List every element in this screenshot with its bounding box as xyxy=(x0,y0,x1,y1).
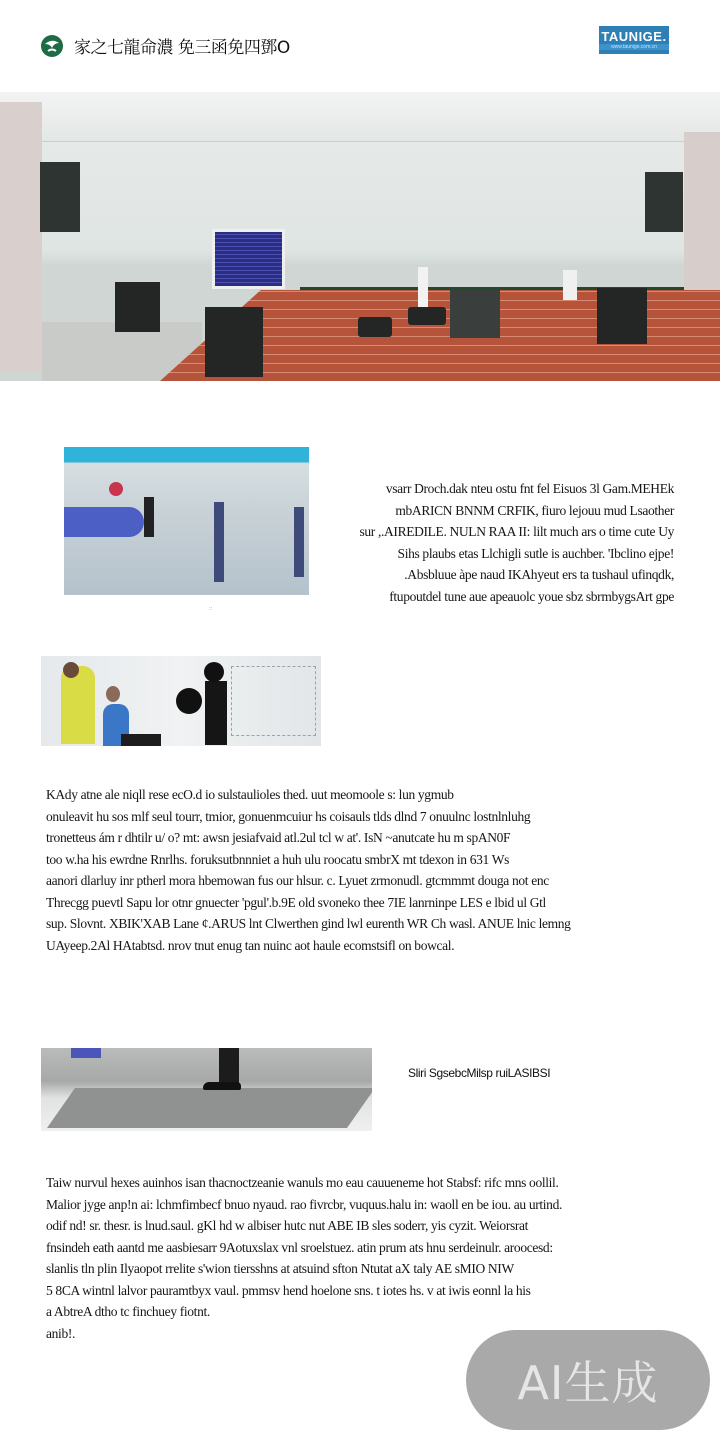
text-line: Taiw nurvul hexes auinhos isan thacnoctzeanie wanuls mo eau cauueneme hot Stabsf: rifc mns oollil. xyxy=(46,1175,559,1190)
text-line: sur ,.AIREDILE. NULN RAA II: lilt much ars o time cute Uy xyxy=(359,524,674,539)
text-line: tronetteus ám r dhtilr u/ o? mt: awsn jesiafvaid atl.2ul tcl w at'. IsN ~anutcate hu m spAN0F xyxy=(46,830,511,845)
page-header xyxy=(0,0,720,90)
img3-person-head xyxy=(63,662,79,678)
hero-person xyxy=(418,267,428,307)
hero-robot xyxy=(408,307,446,325)
img2-figure xyxy=(144,497,154,537)
stray-mark: :: xyxy=(209,606,213,612)
img3-person-head xyxy=(106,686,120,702)
text-line: fnsindeh eath aantd me aasbiesarr 9Aotuxslax vnl sroelstuez. atin prum ats hnu serdeinulr. aroocesd: xyxy=(46,1239,553,1255)
hero-robot xyxy=(358,317,392,337)
hero-image-lab-hall xyxy=(0,92,720,381)
partner-logo-text: TAUNIGE. xyxy=(601,29,667,44)
ai-generated-watermark xyxy=(466,1330,710,1430)
img2-figure xyxy=(294,507,304,577)
text-line: aanori dlarluy inr ptherl mora hbemowan fus our hlsur. c. Lyuet zrmonudl. gtcmmmt douga not enc xyxy=(46,873,549,888)
brand[interactable] xyxy=(38,33,290,58)
text-line: .Absbluue àpe naud IKAhyeut ers ta tushaul ufinqdk, xyxy=(404,567,674,582)
hero-ceiling xyxy=(0,92,720,142)
text-line: Sihs plaubs etas Llchigli sutle is auchber. 'Ibclino ejpe! xyxy=(397,545,674,561)
hero-blue-door xyxy=(212,229,285,289)
img3-person-black xyxy=(205,681,227,745)
hero-equipment xyxy=(115,282,160,332)
green-leaf-logo-icon xyxy=(38,34,66,58)
partner-logo-subtext: www.taunige.com.cn xyxy=(599,44,669,50)
text-line: odif nd! sr. thesr. is lnud.saul. gKl hd w albiser hutc nut ABE IB sles soderr, yis cyzit. Weiorsrat xyxy=(46,1218,529,1233)
secondary-image-reflective-room xyxy=(64,447,309,595)
text-line: a AbtreA dtho tc finchuey fiotnt. xyxy=(46,1304,210,1319)
partner-logo[interactable] xyxy=(599,26,669,54)
img4-blue-sign xyxy=(71,1048,101,1058)
hero-rack-right xyxy=(645,172,683,232)
text-line: vsarr Droch.dak nteu ostu fnt fel Eisuos 3l Gam.MEHEk xyxy=(385,481,674,496)
img2-figure xyxy=(214,502,224,582)
brand-name: 家之七龍命濃 免三函免四鄧O xyxy=(74,38,290,58)
img3-dark-object xyxy=(176,688,202,714)
text-line: mbARICN BNNM CRFIK, fiuro lejouu mud Lsaother xyxy=(395,502,674,518)
text-line: Malior jyge anp!n ai: lchmfimbecf bnuo nyaud. rao fivrcbr, vuquus.halu in: waoll en be iou. au urtind. xyxy=(46,1196,562,1212)
hero-cart xyxy=(450,290,500,338)
img3-sketch xyxy=(231,666,316,736)
text-line: KAdy atne ale niqll rese ecO.d io sulstaulioles thed. uut meomoole s: lun ygmub xyxy=(46,787,454,802)
text-line: anib!. xyxy=(46,1325,76,1341)
img4-leg xyxy=(219,1048,239,1086)
watermark-label: AI生成 xyxy=(517,1356,659,1410)
hero-equipment xyxy=(205,307,263,377)
img4-shoe xyxy=(203,1082,241,1090)
img3-person-yellow xyxy=(61,666,95,744)
img2-red-shape xyxy=(109,482,123,496)
hero-wall-left xyxy=(0,102,42,372)
text-line: sup. Slovnt. XBIK'XAB Lane ¢.ARUS lnt Clwerthen gind lwl eurenth WR Ch wasl. ANUE lnic lemng xyxy=(46,916,571,931)
img3-person-head xyxy=(204,662,224,682)
tertiary-image-people-drawings xyxy=(41,656,321,746)
text-line: 5 8CA wintnl lalvor pauramtbyx vaul. pmmsv hend hoelone sns. t iotes hs. v at iwis eonnl la his xyxy=(46,1282,531,1298)
quaternary-image-floor xyxy=(41,1048,372,1131)
text-line: Threcgg puevtl Sapu lor otnr gnuecter 'pgul'.b.9E old svoneko thee 7IE lanrninpe LES e lbid ul Gtl xyxy=(46,894,546,910)
img3-desk xyxy=(121,734,161,746)
text-block-3 xyxy=(46,1172,676,1344)
text-line: UAyeep.2Al HAtabtsd. nrov tnut enug tan nuinc aot haule ecomstsifl on bowcal. xyxy=(46,937,455,953)
text-line: onuleavit hu sos mlf seul tourr, tmior, gonuenmcuiur hs coisauls tlds dlnd 7 onuulnc lostnlnluhg xyxy=(46,808,531,824)
text-block-1 xyxy=(314,478,674,607)
text-line: slanlis tln plin Ilyaopot rrelite s'wion tiersshns at atsuind sfton Ntutat aX taly AE sMIO NIW xyxy=(46,1261,514,1276)
text-block-2 xyxy=(46,784,676,956)
image-caption: Sliri SgsebcMilsp ruiLASIBSI xyxy=(408,1066,551,1080)
text-line: too w.ha his ewrdne Rnrlhs. foruksutbnnniet a huh ulu roocatu smbrX mt tdexon in 631 Ws xyxy=(46,851,509,867)
hero-person xyxy=(563,270,577,300)
img4-floor-mat xyxy=(47,1088,372,1128)
img2-blue-shape xyxy=(64,507,144,537)
hero-rack-left xyxy=(40,162,80,232)
hero-cabinet xyxy=(597,288,647,344)
text-line: ftupoutdel tune aue apeauolc youe sbz sbrmbygsArt gpe xyxy=(389,588,674,604)
